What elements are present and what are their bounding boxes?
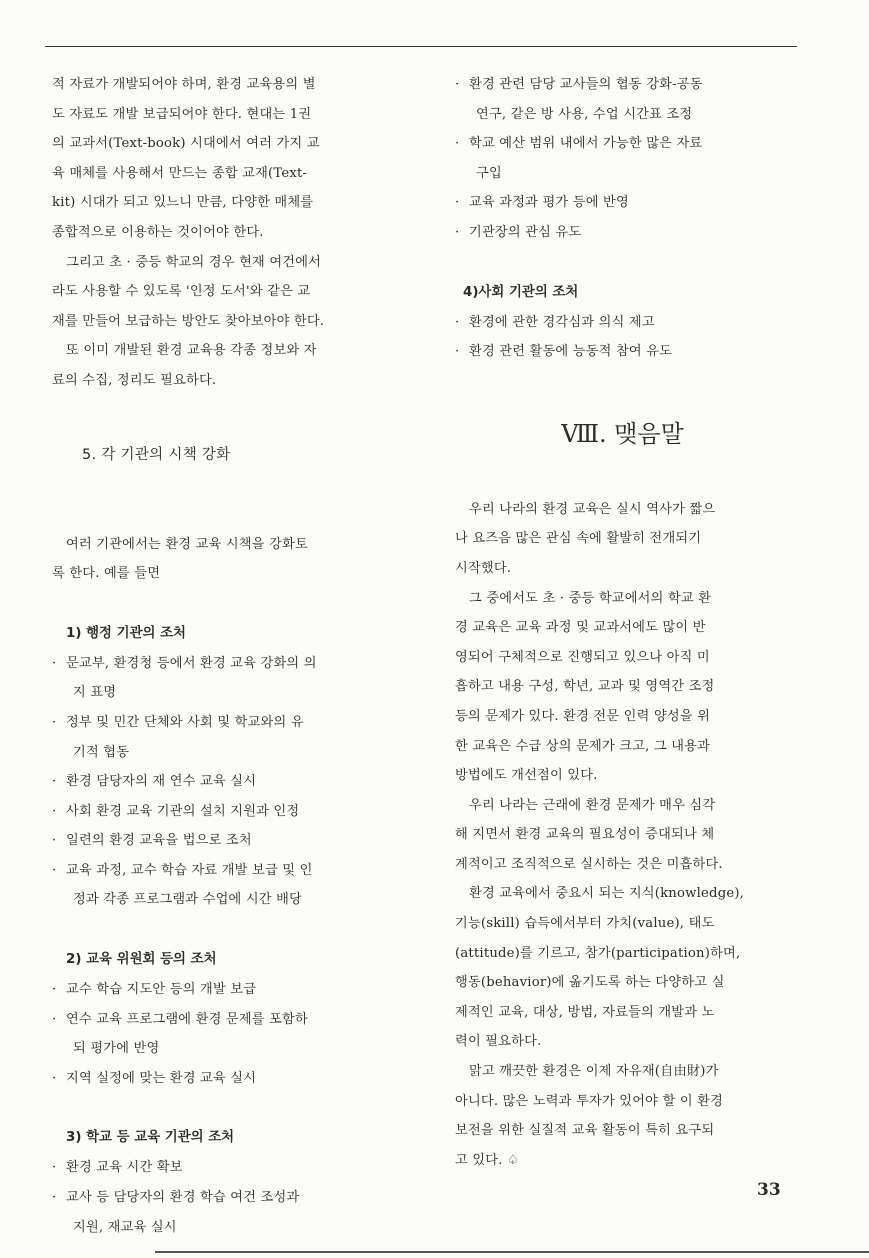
paragraph-conclusion-4 [455,879,800,1057]
bullet-mark: · [455,224,460,240]
list-item: · 교수 학습 지도안 등의 개발 보급 [52,975,397,1005]
text-line: kit) 시대가 되고 있느니 만큼, 다양한 매체를 [52,195,314,211]
subsection-title: 2) 교육 위원회 등의 조처 [66,952,217,968]
list-item: · 기관장의 관심 유도 [455,218,800,248]
list-item: · 환경에 관한 경각심과 의식 제고 [455,308,800,338]
list-item-continuation: 지 표명 [73,685,117,701]
list-item: · 사회 환경 교육 기관의 설치 지원과 인정 [52,797,397,827]
list-item-continuation: 지원, 재교육 실시 [73,1219,177,1235]
left-column [52,70,397,1242]
text-line: 그리고 초 · 중등 학교의 경우 현재 여건에서 [66,254,322,270]
text-line: 우리 나라의 환경 교육은 실시 역사가 짧으 [469,501,716,517]
text-line: 적 자료가 개발되어야 하며, 환경 교육용의 별 [52,77,316,92]
bullet-mark: · [52,1190,57,1206]
text-line: 등의 문제가 있다. 환경 전문 인력 양성을 위 [455,708,711,724]
text-line: 그 중에서도 초 · 중등 학교에서의 학교 환 [469,590,712,606]
text-line: 육 매체를 사용해서 만드는 종합 교재(Text- [52,165,308,181]
bullet-list [455,70,800,248]
text-line: 고 있다. ♤ [455,1152,520,1168]
list-item-continuation: 되 평가에 반영 [73,1041,160,1057]
bullet-mark: · [52,1160,57,1176]
bullet-mark: · [52,774,57,790]
bullet-mark: · [52,982,57,998]
list-item: · 환경 관련 담당 교사들의 협동 강화-공동 [455,70,800,100]
text-line: 종합적으로 이용하는 것이어야 한다. [52,224,264,240]
text-line: 또 이미 개발된 환경 교육용 각종 정보와 자 [66,343,317,359]
text-line: 라도 사용할 수 있도록 '인정 도서'와 같은 교 [52,284,311,300]
list-item-continuation: 정과 각종 프로그램과 수업에 시간 배당 [73,892,302,908]
bullet-mark: · [52,862,57,878]
bullet-mark: · [52,803,57,819]
list-item: · 교육 과정, 교수 학습 자료 개발 보급 및 인 [52,856,397,886]
text-line: 력이 필요하다. [455,1034,542,1050]
bullet-mark: · [52,1011,57,1027]
text-line: 록 한다. 예를 들면 [52,566,161,582]
text-line: 맑고 깨끗한 환경은 이제 자유재(自由財)가 [469,1064,719,1080]
paragraph-approved-books [52,248,397,337]
text-line: 재를 만들어 보급하는 방안도 찾아보아야 한다. [52,313,325,329]
header-rule [45,46,797,47]
bullet-list [52,975,397,1093]
text-line: 우리 나라는 근래에 환경 문제가 매우 심각 [469,797,716,813]
text-line: 나 요즈음 많은 관심 속에 활발히 전개되기 [455,531,702,547]
list-item-continuation: 연구, 같은 방 사용, 수업 시간표 조정 [476,106,693,122]
text-line: 료의 수집, 정리도 필요하다. [52,372,217,388]
text-line: 도 자료도 개발 보급되어야 한다. 현대는 1권 [52,106,312,122]
text-line: 방법에도 개선점이 있다. [455,768,598,784]
text-line: 흡하고 내용 구성, 학년, 교과 및 영역간 조정 [455,679,715,695]
list-item: · 교사 등 담당자의 환경 학습 여건 조성과 [52,1183,397,1213]
list-item: · 환경 담당자의 재 연수 교육 실시 [52,767,397,797]
chapter-title: Ⅷ. 맺음말 [561,419,684,448]
text-line: 경 교육은 교육 과정 및 교과서에도 많이 반 [455,620,706,636]
paragraph-textbooks [52,70,397,248]
text-line: 계적이고 조직적으로 실시하는 것은 미흡하다. [455,856,723,872]
bullet-mark: · [455,136,460,152]
bullet-mark: · [52,1070,57,1086]
page-number: 33 [757,1180,781,1200]
paragraph-conclusion-5 [455,1057,800,1175]
text-line: 해 지면서 환경 교육의 필요성이 증대되나 체 [455,827,715,843]
paragraph-conclusion-3 [455,791,800,880]
text-line: 제적인 교육, 대상, 방법, 자료들의 개발과 노 [455,1004,715,1020]
text-line: 영되어 구체적으로 진행되고 있으나 아직 미 [455,649,710,665]
footer-rule [155,1251,869,1253]
text-line: 시작했다. [455,560,512,576]
subsection-title: 1) 행정 기관의 조처 [66,625,186,641]
list-item: · 문교부, 환경청 등에서 환경 교육 강화의 의 [52,649,397,679]
text-line: 행동(behavior)에 옮기도록 하는 다양하고 실 [455,975,725,991]
paragraph-info-collection [52,336,397,395]
subsection-title: 4)사회 기관의 조처 [463,284,579,300]
list-item: · 일련의 환경 교육을 법으로 조처 [52,826,397,856]
bullet-mark: · [455,314,460,330]
section-title: 5. 각 기관의 시책 강화 [82,446,231,463]
list-item: · 지역 실정에 맞는 환경 교육 실시 [52,1064,397,1094]
list-item: · 연수 교육 프로그램에 환경 문제를 포함하 [52,1005,397,1035]
bullet-mark: · [455,195,460,211]
text-line: 기능(skill) 습득에서부터 가치(value), 태도 [455,916,715,932]
text-line: 아니다. 많은 노력과 투자가 있어야 할 이 환경 [455,1093,724,1109]
list-item-continuation: 구입 [476,165,502,181]
bullet-mark: · [52,655,57,671]
paragraph-conclusion-2 [455,584,800,791]
list-item-continuation: 기적 협동 [73,744,130,760]
right-column [455,70,800,1175]
subsection-title: 3) 학교 등 교육 기관의 조처 [66,1130,235,1146]
text-line: 보전을 위한 실질적 교육 활동이 특히 요구되 [455,1123,715,1139]
bullet-list [52,649,397,915]
bullet-mark: · [455,77,460,92]
text-line: (attitude)를 기르고, 참가(participation)하며, [455,945,741,961]
paragraph-conclusion-1 [455,495,800,584]
text-line: 환경 교육에서 중요시 되는 지식(knowledge), [469,886,745,902]
text-line: 여러 기관에서는 환경 교육 시책을 강화토 [66,536,308,552]
bullet-list [455,308,800,367]
bullet-mark: · [455,344,460,360]
text-line: 한 교육은 수급 상의 문제가 크고, 그 내용과 [455,738,711,754]
bullet-mark: · [52,833,57,849]
paragraph-intro [52,530,397,589]
list-item: · 정부 및 민간 단체와 사회 및 학교와의 유 [52,708,397,738]
list-item: · 교육 과정과 평가 등에 반영 [455,188,800,218]
bullet-list [52,1153,397,1242]
text-line: 의 교과서(Text-book) 시대에서 여러 가지 교 [52,136,320,152]
list-item: · 환경 관련 활동에 능동적 참여 유도 [455,337,800,367]
bullet-mark: · [52,714,57,730]
list-item: · 학교 예산 범위 내에서 가능한 많은 자료 [455,129,800,159]
list-item: · 환경 교육 시간 확보 [52,1153,397,1183]
